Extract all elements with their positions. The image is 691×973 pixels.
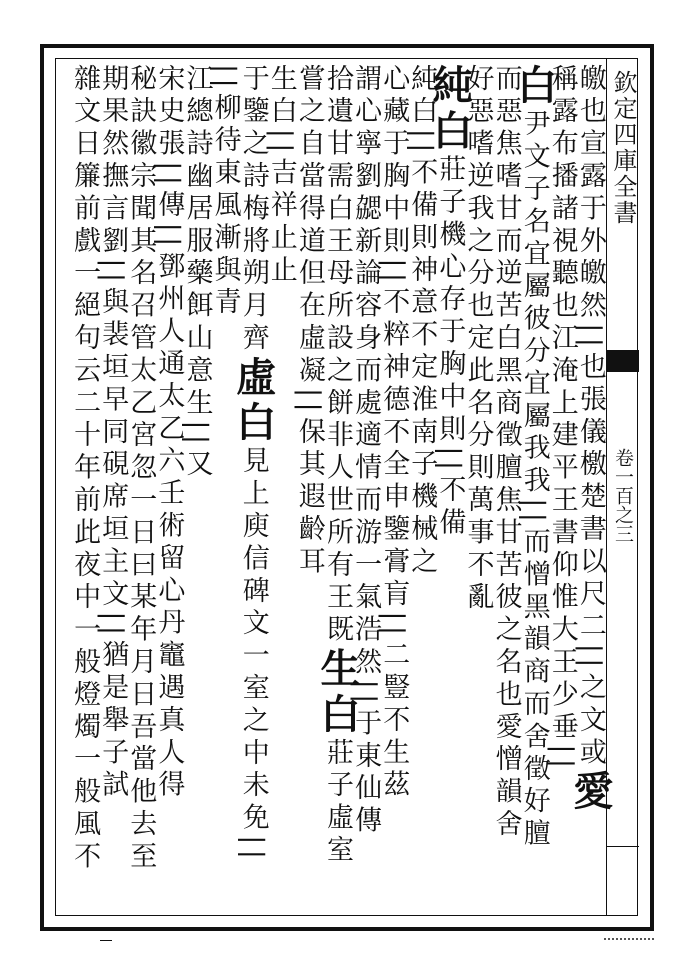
headword: 生白 bbox=[314, 647, 361, 739]
headword: 純白 bbox=[426, 64, 474, 155]
column-text: 心藏于胸中則||不粹神德不全申鑒膏肓||二豎不生茲 bbox=[378, 64, 410, 803]
column-text: 見上庾信碑文一室之中未免|| bbox=[237, 446, 269, 865]
band-divider bbox=[607, 846, 639, 847]
column-text: 期果然撫言劉||與裴垣早同硯席垣主文||猶是舉子試 bbox=[97, 64, 129, 803]
column-text: 莊子虛室 bbox=[322, 738, 353, 868]
column-text: 莊子機心存于胸中則||不備 bbox=[434, 154, 466, 541]
column-text: 純白||不備則神意不定淮南子機械之 bbox=[406, 64, 438, 579]
headword: 虛白 bbox=[229, 355, 277, 447]
column-text: 稱露布播諸視聽也江淹上建平王書仰惟大王少垂|| bbox=[546, 64, 578, 774]
column-text: 秘訣徽宗聞其名召管太乙宮忽一日曰某年月日吾當他去至 bbox=[125, 64, 157, 874]
column-text: 宋史張||傳||鄧州人通太乙六壬術留心丹竈遇真人得 bbox=[153, 64, 185, 803]
column-text: 皦也宣露于外皦然||也張儀檄楚書以尺二||之文或 bbox=[574, 64, 606, 770]
column-text: 好惡嗜逆我之分也定此名分則萬事不亂 bbox=[462, 64, 494, 615]
text-column bbox=[62, 64, 106, 874]
book-title: 欽定四庫全書 bbox=[609, 70, 637, 226]
column-text: 嘗之自當得道但在虛凝||保其遐齡耳 bbox=[293, 64, 325, 579]
column-text: 雜文日簾前戲一絕句云二十年前此夜中一般燈燭一般風不 bbox=[69, 64, 101, 874]
column-text: 拾遺甘需白王母所設之餅非人世所有王既 bbox=[322, 64, 353, 648]
volume-label: 卷一百之三 bbox=[612, 448, 634, 543]
column-text: 生白||吉祥止止 bbox=[265, 64, 297, 288]
page-marker bbox=[604, 938, 654, 940]
column-text: 而惡焦嗜甘而逆苦白黑商徵膻焦甘苦彼之名也愛憎韻舍 bbox=[490, 64, 522, 842]
bottom-tick bbox=[100, 940, 112, 941]
column-text: 于鑒之詩梅將朔月齊 bbox=[237, 64, 269, 356]
column-text: 謂心寧劉勰新論容身而處適情而游一氣浩然||于東仙傳 bbox=[350, 64, 382, 839]
column-text: 江總詩幽居服藥餌山意生||又 bbox=[181, 64, 213, 482]
column-text: ||柳待東風漸與青 bbox=[209, 64, 241, 320]
headword: 白 bbox=[510, 64, 558, 110]
headword: 愛 bbox=[566, 770, 614, 816]
column-text: 尹文子名宜屬彼分宜屬我我||而憎黑韻商而舍徵好膻 bbox=[518, 109, 550, 852]
